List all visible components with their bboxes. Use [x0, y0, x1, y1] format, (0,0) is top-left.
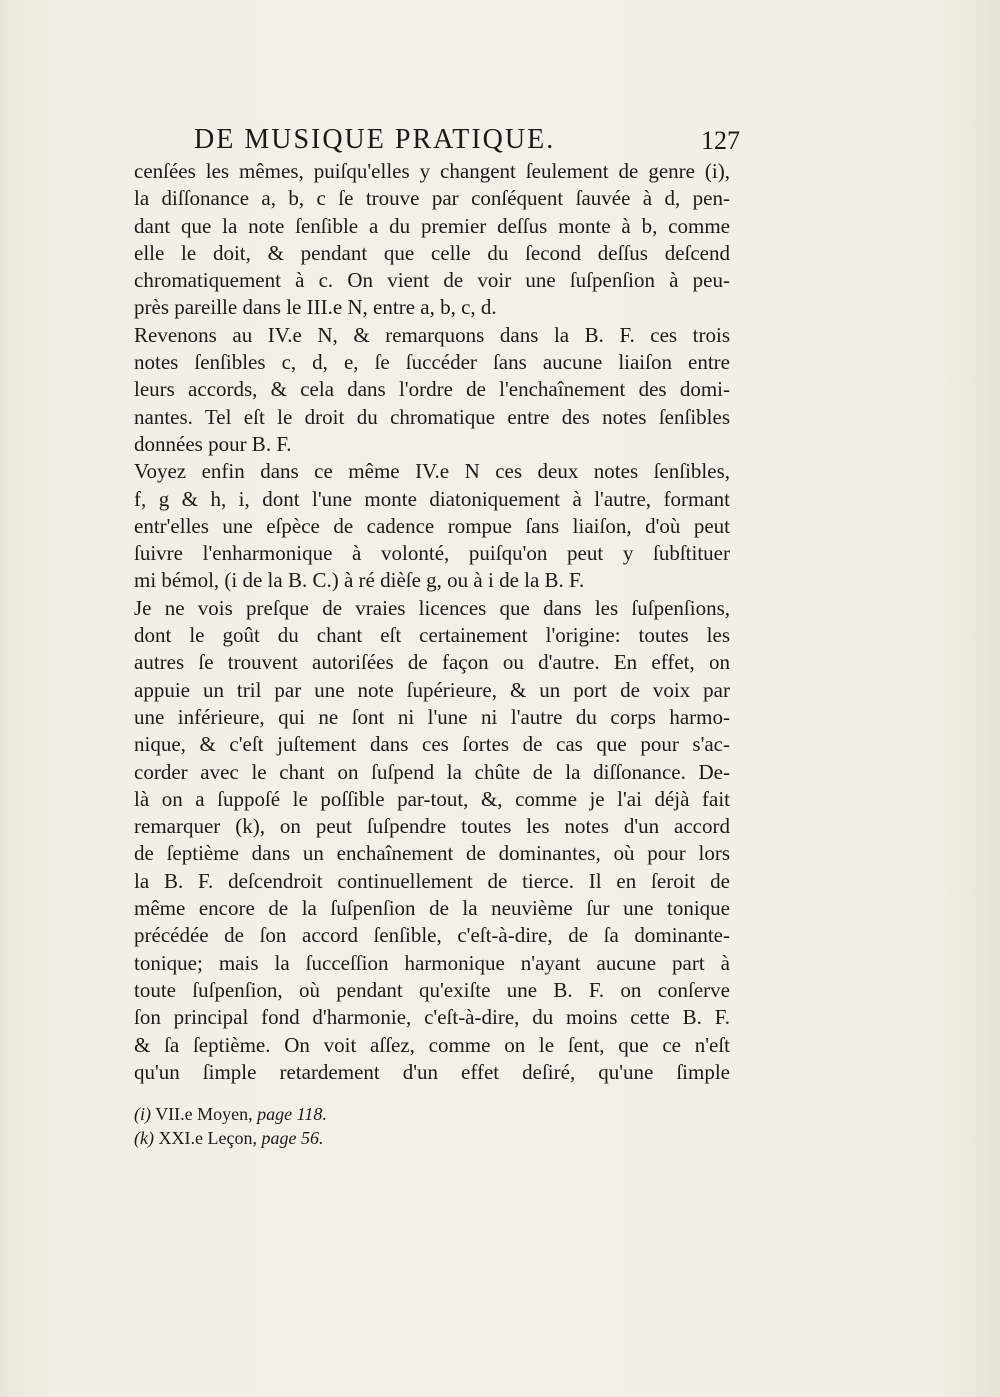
footnote-text: VII.e Moyen, — [155, 1104, 253, 1124]
text-line: dant que la note ſenſible a du premier deſſus monte à b, comme — [134, 213, 730, 238]
text-line: Revenons au IV.e N, & remarquons dans la B. F. ces trois — [134, 322, 730, 347]
text-line: précédée de ſon accord ſenſible, c'eſt-à-dire, de ſa dominante- — [134, 923, 730, 948]
text-line: f, g & h, i, dont l'une monte diatoniquement à l'autre, formant — [134, 486, 730, 511]
text-line: nique, & c'eſt juſtement dans ces ſortes de cas que pour s'ac- — [134, 732, 730, 757]
text-line: près pareille dans le III.e N, entre a, b, c, d. — [134, 295, 497, 320]
text-line: entr'elles une eſpèce de cadence rompue ſans liaiſon, d'où peut — [134, 513, 730, 538]
text-line: ſuivre l'enharmonique à volonté, puiſqu'on peut y ſubſtituer — [134, 541, 730, 566]
footnote-i — [134, 1102, 730, 1126]
text-line: Je ne vois preſque de vraies licences que dans les ſuſpenſions, — [134, 595, 730, 620]
page-number: 127 — [701, 126, 740, 155]
footnote-page-label: page — [261, 1128, 297, 1148]
footnote-page-label: page — [257, 1104, 293, 1124]
footnote-marker: (i) — [134, 1104, 151, 1124]
text-line: même encore de la ſuſpenſion de la neuvième ſur une tonique — [134, 896, 730, 921]
text-line: qu'un ſimple retardement d'un effet deſiré, qu'une ſimple — [134, 1059, 730, 1084]
text-line: une inférieure, qui ne ſont ni l'une ni l'autre du corps harmo- — [134, 704, 730, 729]
text-line: la B. F. deſcendroit continuellement de tierce. Il en ſeroit de — [134, 868, 730, 893]
text-line: elle le doit, & pendant que celle du ſecond deſſus deſcend — [134, 240, 730, 265]
text-line: remarquer (k), on peut ſuſpendre toutes les notes d'un accord — [134, 814, 730, 839]
text-line: dont le goût du chant eſt certainement l'origine: toutes les — [134, 623, 730, 648]
text-line: appuie un tril par une note ſupérieure, & un port de voix par — [134, 677, 730, 702]
footnote-page: 118. — [296, 1104, 327, 1124]
text-line: la diſſonance a, b, c ſe trouve par conſéquent ſauvée à d, pen- — [134, 186, 730, 211]
text-line: là on a ſuppoſé le poſſible par-tout, &, comme je l'ai déjà fait — [134, 786, 730, 811]
text-line: cenſées les mêmes, puiſqu'elles y changent ſeulement de genre (i), — [134, 159, 730, 183]
text-line: Voyez enfin dans ce même IV.e N ces deux notes ſenſibles, — [134, 459, 730, 484]
text-line: toute ſuſpenſion, où pendant qu'exiſte une B. F. on conſerve — [134, 977, 730, 1002]
text-line: données pour B. F. — [134, 431, 292, 456]
text-line: tonique; mais la ſucceſſion harmonique n'ayant aucune part à — [134, 950, 730, 975]
text-line: nantes. Tel eſt le droit du chromatique entre des notes ſenſibles — [134, 404, 730, 429]
text-line: ſon principal fond d'harmonie, c'eſt-à-dire, du moins cette B. F. — [134, 1005, 730, 1030]
footnote-page: 56. — [300, 1128, 324, 1148]
footnotes — [134, 1102, 730, 1150]
text-line: chromatiquement à c. On vient de voir une ſuſpenſion à peu- — [134, 268, 730, 293]
footnote-k — [134, 1126, 730, 1150]
text-line: corder avec le chant on ſuſpend la chûte de la diſſonance. De- — [134, 759, 730, 784]
text-line: notes ſenſibles c, d, e, ſe ſuccéder ſans aucune liaiſon entre — [134, 350, 730, 375]
text-line: de ſeptième dans un enchaînement de dominantes, où pour lors — [134, 841, 730, 866]
text-line: leurs accords, & cela dans l'ordre de l'enchaînement des domi- — [134, 377, 730, 402]
text-line: mi bémol, (i de la B. C.) à ré dièſe g, ou à i de la B. F. — [134, 568, 585, 593]
text-line: autres ſe trouvent autoriſées de façon ou d'autre. En effet, on — [134, 650, 730, 675]
running-title: DE MUSIQUE PRATIQUE. — [194, 124, 556, 155]
footnote-marker: (k) — [134, 1128, 154, 1148]
footnote-text: XXI.e Leçon, — [158, 1128, 257, 1148]
body-text — [134, 158, 730, 1086]
text-line: & ſa ſeptième. On voit aſſez, comme on le ſent, que ce n'eſt — [134, 1032, 730, 1057]
